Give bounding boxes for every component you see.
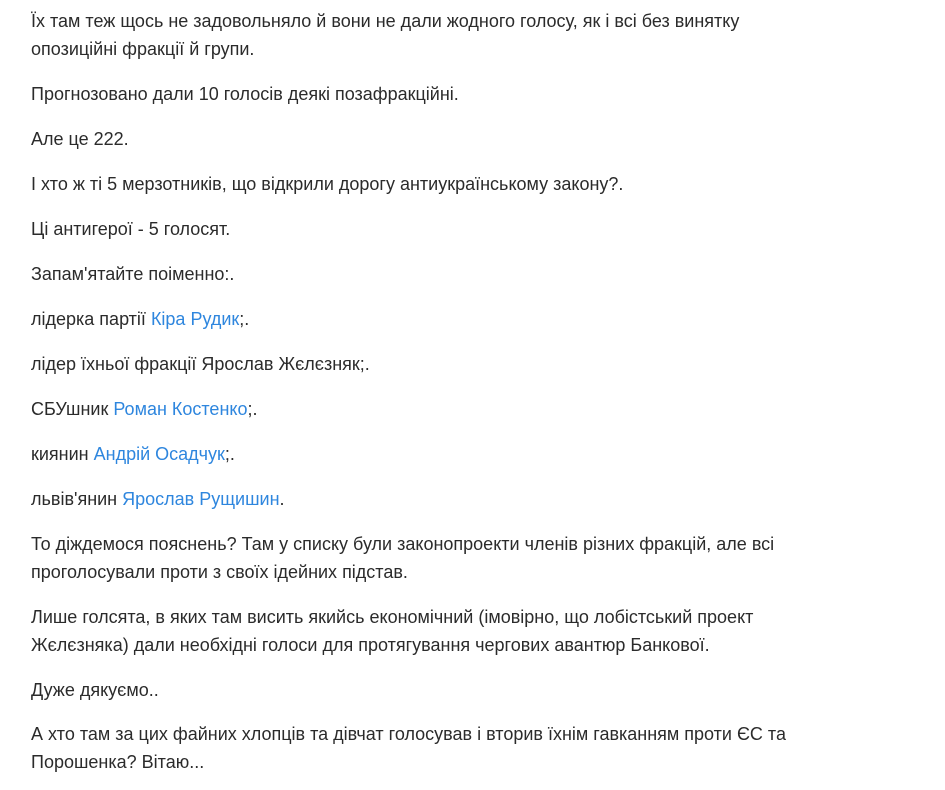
paragraph-12-line-1: То діждемося пояснень? Там у списку були законопроекти членів різних фракцій, але всі xyxy=(31,534,775,554)
paragraph-9 xyxy=(31,395,911,423)
paragraph-1-line-2: опозиційні фракції й групи. xyxy=(31,39,255,59)
paragraph-11 xyxy=(31,485,911,513)
kira-rudyk-link[interactable]: Кіра Рудик xyxy=(150,309,240,329)
paragraph-3: Але це 222. xyxy=(31,129,129,149)
paragraph-7-prefix: лідерка партії xyxy=(31,309,151,329)
paragraph-7-suffix: ;. xyxy=(239,309,250,329)
paragraph-13-line-2: Жєлєзняка) дали необхідні голоси для протягування чергових авантюр Банкової. xyxy=(31,635,710,655)
roman-kostenko-link[interactable]: Роман Костенко xyxy=(113,399,248,419)
paragraph-8: лідер їхньої фракції Ярослав Жєлєзняк;. xyxy=(31,354,370,374)
paragraph-11-prefix: львів'янин xyxy=(31,489,123,509)
paragraph-10-suffix: ;. xyxy=(224,444,235,464)
paragraph-12-line-2: проголосували проти з своїх ідейних підстав. xyxy=(31,562,408,582)
yaroslav-rushchyshyn-link[interactable]: Ярослав Рущишин xyxy=(122,489,280,509)
paragraph-5: Ці антигерої - 5 голосят. xyxy=(31,219,231,239)
paragraph-11-suffix: . xyxy=(279,489,285,509)
paragraph-4: І хто ж ті 5 мерзотників, що відкрили дорогу антиукраїнському закону?. xyxy=(31,174,624,194)
paragraph-6: Запам'ятайте поіменно:. xyxy=(31,264,235,284)
andrii-osadchuk-link[interactable]: Андрій Осадчук xyxy=(93,444,225,464)
paragraph-1-line-1: Їх там теж щось не задовольняло й вони не дали жодного голосу, як і всі без винятку xyxy=(31,11,740,31)
paragraph-2: Прогнозовано дали 10 голосів деякі позафракційні. xyxy=(31,84,459,104)
paragraph-10-prefix: киянин xyxy=(31,444,94,464)
paragraph-13-line-1: Лише голсята, в яких там висить якийсь економічний (імовірно, що лобістський проект xyxy=(31,607,754,627)
paragraph-9-suffix: ;. xyxy=(247,399,258,419)
paragraph-14: Дуже дякуємо.. xyxy=(31,680,159,700)
paragraph-9-prefix: СБУшник xyxy=(31,399,114,419)
paragraph-7 xyxy=(31,305,911,333)
paragraph-15-line-2: Порошенка? Вітаю... xyxy=(31,752,205,772)
paragraph-10 xyxy=(31,440,911,468)
paragraph-15-line-1: А хто там за цих файних хлопців та дівчат голосував і вторив їхнім гавканням проти ЄС та xyxy=(31,724,786,744)
